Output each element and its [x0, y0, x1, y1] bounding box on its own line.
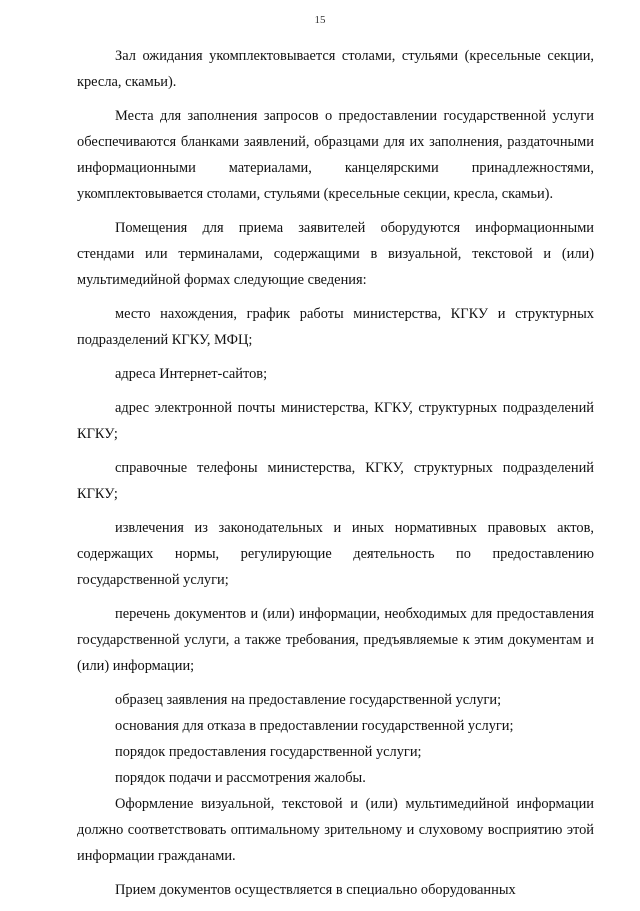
- paragraph-document-reception: Прием документов осуществляется в специально оборудованных: [115, 882, 516, 898]
- list-item-websites: адреса Интернет-сайтов;: [115, 366, 268, 382]
- paragraph-waiting-hall: Зал ожидания укомплектовывается столами, стульями (кресельные секции, кресла, скамьи).: [77, 48, 594, 90]
- paragraph-info-stands: Помещения для приема заявителей оборудуются информационными стендами или терминалами, содержащими в визуальной, текстовой и (или) мультимедийной формах следующие сведения:: [77, 220, 594, 288]
- list-item-complaint-procedure: порядок подачи и рассмотрения жалобы.: [115, 770, 366, 786]
- paragraph-request-forms: Места для заполнения запросов о предоставлении государственной услуги обеспечиваются бланками заявлений, образцами для их заполнения, раздаточными информационными материалами, канцелярскими принадлежностями, укомплектовывается столами, стульями (кресельные секции, кресла, скамьи).: [77, 108, 594, 202]
- list-item-phones: справочные телефоны министерства, КГКУ, структурных подразделений КГКУ;: [77, 460, 594, 502]
- list-item-refusal-grounds: основания для отказа в предоставлении государственной услуги;: [115, 718, 514, 734]
- paragraph-information-design: Оформление визуальной, текстовой и (или) мультимедийной информации должно соответствовать оптимальному зрительному и слуховому восприятию этой информации гражданами.: [77, 796, 594, 864]
- list-item-documents-list: перечень документов и (или) информации, необходимых для предоставления государственной услуги, а также требования, предъявляемые к этим документам и (или) информации;: [77, 606, 594, 674]
- list-item-application-sample: образец заявления на предоставление государственной услуги;: [115, 692, 502, 708]
- list-item-service-procedure: порядок предоставления государственной услуги;: [115, 744, 422, 760]
- list-item-email: адрес электронной почты министерства, КГКУ, структурных подразделений КГКУ;: [77, 400, 594, 442]
- list-item-location-schedule: место нахождения, график работы министерства, КГКУ и структурных подразделений КГКУ, МФЦ;: [77, 306, 594, 348]
- page-number: 15: [314, 14, 326, 26]
- list-item-legal-extracts: извлечения из законодательных и иных нормативных правовых актов, содержащих нормы, регулирующие деятельность по предоставлению государственной услуги;: [77, 520, 594, 588]
- document-body: [77, 43, 594, 911]
